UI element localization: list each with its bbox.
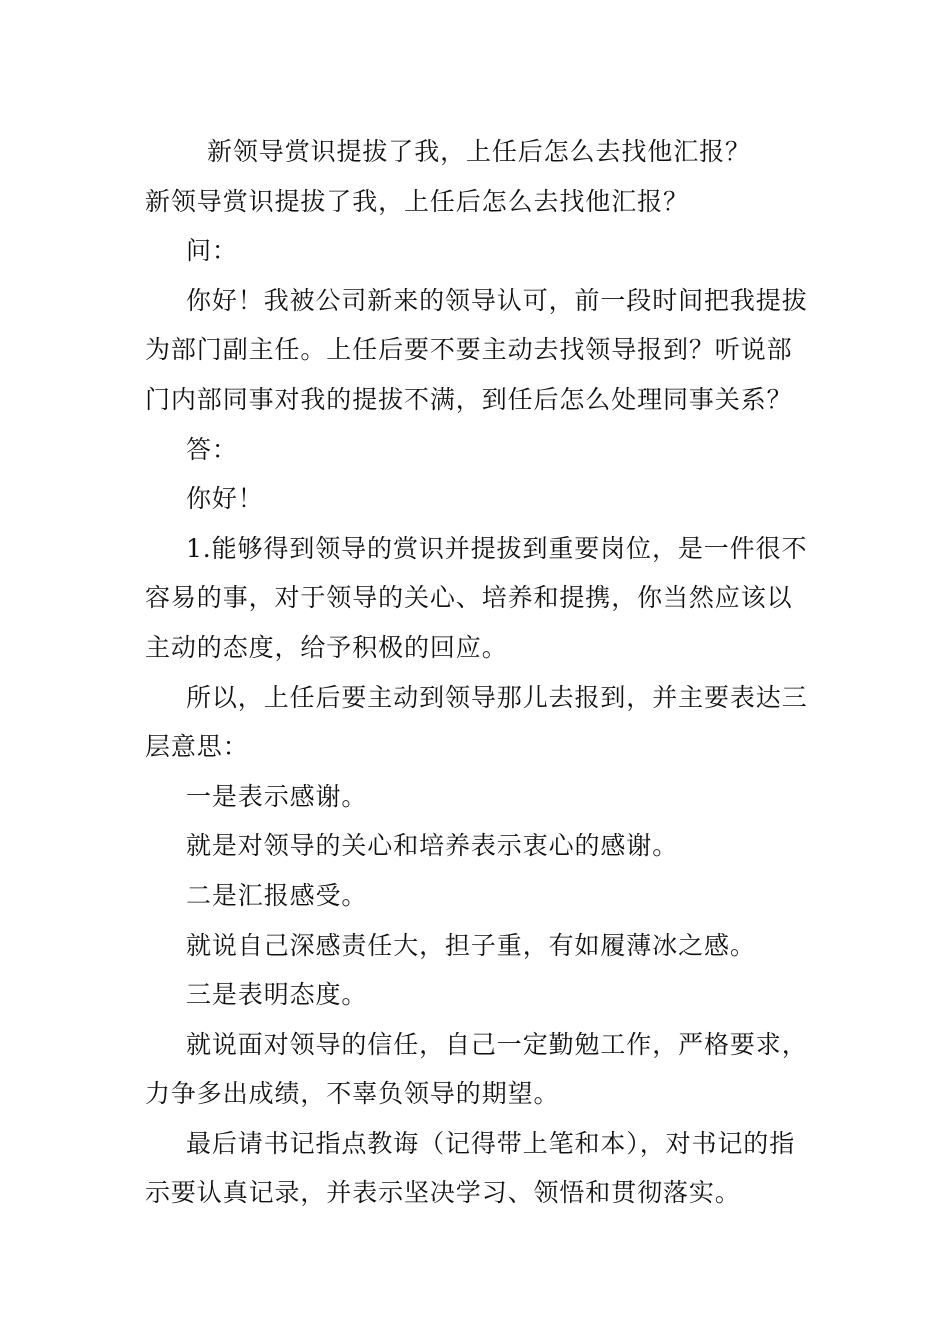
- paragraph-line: 问：: [186, 236, 238, 266]
- paragraph: [145, 430, 815, 480]
- paragraph: [145, 926, 815, 976]
- paragraph-line: 容易的事，对于领导的关心、培养和提携，你当然应该以: [145, 583, 793, 613]
- paragraph: [145, 529, 815, 678]
- paragraph: [145, 281, 815, 430]
- paragraph: [145, 231, 815, 281]
- paragraph: [145, 826, 815, 876]
- paragraph-line: 就是对领导的关心和培养表示衷心的感谢。: [186, 831, 679, 861]
- paragraph: [145, 479, 815, 529]
- paragraph-line: 答：: [186, 434, 238, 464]
- paragraph: [145, 678, 815, 777]
- paragraph-line: 一是表示感谢。: [186, 781, 368, 811]
- document-body: [145, 132, 815, 1223]
- paragraph-line: 新领导赏识提拔了我，上任后怎么去找他汇报？: [145, 186, 689, 216]
- paragraph: [145, 975, 815, 1025]
- paragraph-line: 就说自己深感责任大，担子重，有如履薄冰之感。: [186, 930, 756, 960]
- paragraph-line: 你好！: [186, 484, 264, 514]
- paragraph-line: 最后请书记指点教诲（记得带上笔和本），对书记的指: [186, 1128, 796, 1158]
- paragraph-line: 门内部同事对我的提拔不满，到任后怎么处理同事关系？: [145, 384, 793, 414]
- paragraph: [145, 1025, 815, 1124]
- paragraph-line: 所以，上任后要主动到领导那儿去报到，并主要表达三: [186, 682, 808, 712]
- paragraph-line: 三是表明态度。: [186, 980, 368, 1010]
- paragraph: [145, 1124, 815, 1223]
- paragraph-line: 示要认真记录，并表示坚决学习、领悟和贯彻落实。: [145, 1178, 741, 1208]
- paragraph-line: 主动的态度，给予积极的回应。: [145, 632, 508, 662]
- paragraph-line: 1.能够得到领导的赏识并提拔到重要岗位，是一件很不: [186, 533, 808, 563]
- document-title: 新领导赏识提拔了我，上任后怎么去找他汇报？: [207, 137, 751, 166]
- paragraph: [145, 777, 815, 827]
- paragraph-line: 你好！我被公司新来的领导认可，前一段时间把我提拔: [186, 285, 808, 315]
- paragraph-line: 层意思：: [145, 732, 249, 762]
- paragraph-line: 为部门副主任。上任后要不要主动去找领导报到？听说部: [145, 335, 793, 365]
- paragraph: [145, 182, 815, 232]
- paragraph-line: 二是汇报感受。: [186, 880, 368, 910]
- paragraph: [145, 876, 815, 926]
- paragraph-line: 力争多出成绩，不辜负领导的期望。: [145, 1079, 560, 1109]
- paragraph-line: 就说面对领导的信任，自己一定勤勉工作，严格要求，: [186, 1029, 808, 1059]
